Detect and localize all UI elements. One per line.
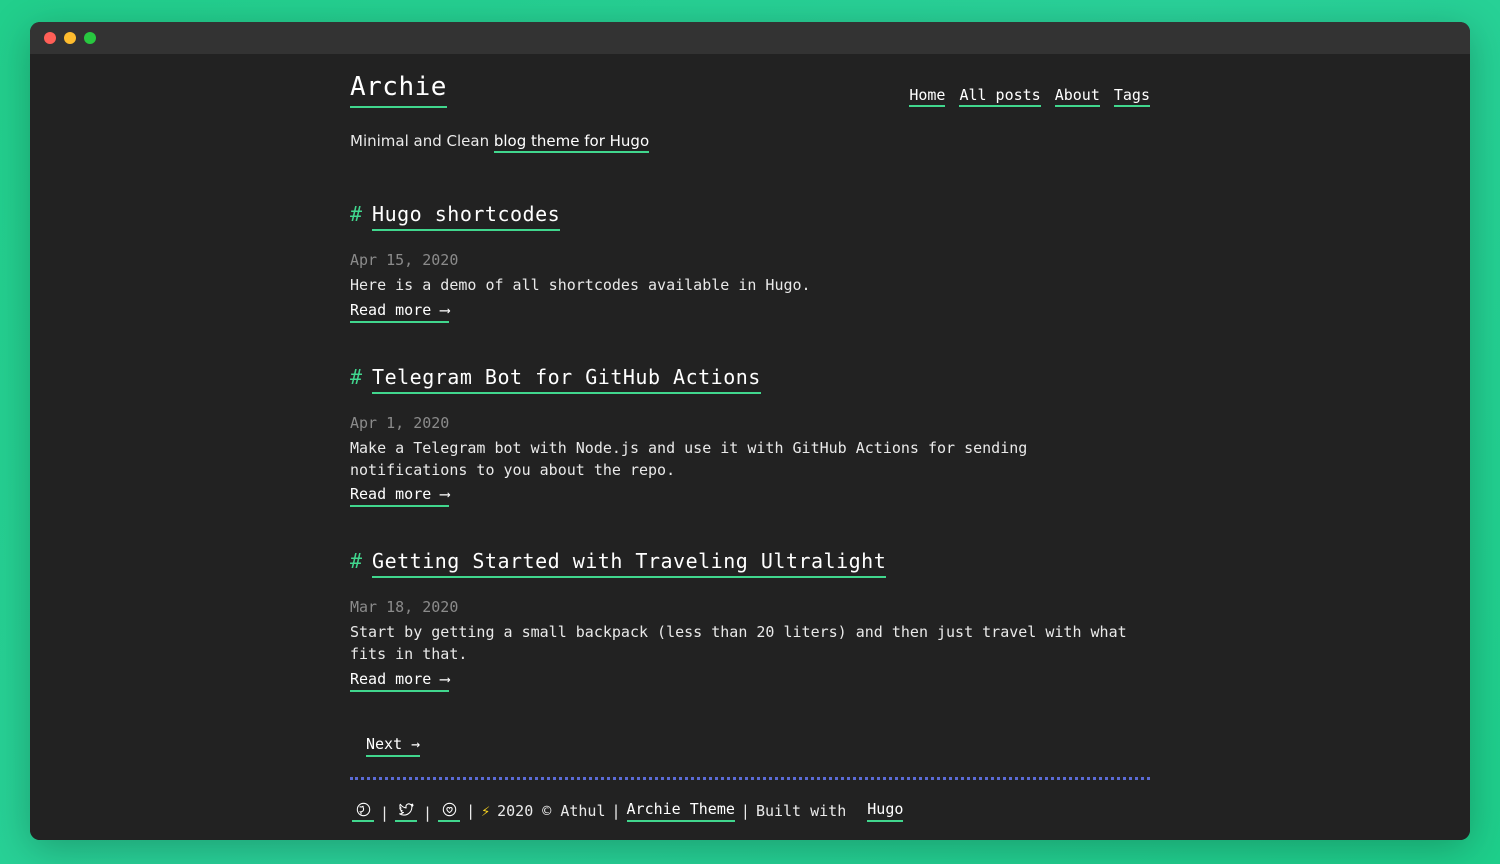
- post-title-row: [350, 549, 1150, 578]
- post-title-link[interactable]: Telegram Bot for GitHub Actions: [372, 365, 761, 394]
- read-more-link[interactable]: Read more ⟶: [350, 670, 449, 692]
- post-item: [350, 549, 1150, 692]
- post-excerpt: Start by getting a small backpack (less than 20 liters) and then just travel with what fits in that.: [350, 623, 1127, 664]
- social-links: [352, 800, 460, 822]
- next-page-link[interactable]: Next →: [366, 735, 420, 757]
- hash-icon: #: [350, 364, 363, 389]
- footer-divider: [350, 777, 1150, 780]
- post-date: Apr 1, 2020: [350, 413, 450, 432]
- post-date: Mar 18, 2020: [350, 598, 459, 617]
- built-with-text: Built with: [755, 801, 847, 820]
- nav-about[interactable]: About: [1055, 86, 1100, 107]
- github-icon[interactable]: [352, 800, 374, 822]
- post-title-row: [350, 365, 1150, 394]
- nav-all-posts[interactable]: All posts: [959, 86, 1040, 107]
- copyright-text: 2020 © Athul: [497, 801, 606, 820]
- post-date: Apr 15, 2020: [350, 251, 459, 270]
- site-tagline: [350, 132, 1150, 150]
- close-window-button[interactable]: [44, 32, 56, 44]
- hash-icon: #: [350, 202, 363, 227]
- post-excerpt: Make a Telegram bot with Node.js and use it with GitHub Actions for sending notifications to you about the repo.: [350, 438, 1028, 479]
- post-item: [350, 202, 1150, 323]
- hash-icon: #: [350, 549, 363, 574]
- read-more-link[interactable]: Read more ⟶: [350, 301, 449, 323]
- site-title[interactable]: Archie: [350, 72, 447, 108]
- footer-separator: |: [380, 803, 390, 822]
- twitter-icon[interactable]: [395, 800, 417, 822]
- post-excerpt: Here is a demo of all shortcodes available in Hugo.: [350, 276, 811, 295]
- site-footer: [350, 800, 1150, 822]
- browser-window: [30, 22, 1470, 840]
- post-title-link[interactable]: Getting Started with Traveling Ultralight: [372, 549, 886, 578]
- site-header: [350, 72, 1150, 108]
- post-title-row: [350, 202, 1150, 231]
- main-nav: [909, 72, 1150, 107]
- content-container: [350, 72, 1150, 822]
- post-item: [350, 365, 1150, 508]
- nav-home[interactable]: Home: [909, 86, 945, 107]
- window-titlebar: [30, 22, 1470, 54]
- footer-separator: |: [740, 801, 750, 820]
- bolt-icon: ⚡: [481, 801, 491, 820]
- footer-separator: |: [611, 801, 621, 820]
- zoom-window-button[interactable]: [84, 32, 96, 44]
- tagline-text: Minimal and Clean: [350, 132, 494, 151]
- pagination: [350, 734, 1150, 753]
- page-body: [30, 54, 1470, 840]
- post-title-link[interactable]: Hugo shortcodes: [372, 202, 560, 231]
- read-more-link[interactable]: Read more ⟶: [350, 485, 449, 507]
- footer-separator: |: [423, 803, 433, 822]
- heart-icon[interactable]: [438, 800, 460, 822]
- hugo-link[interactable]: Hugo: [867, 800, 903, 822]
- theme-link[interactable]: Archie Theme: [627, 800, 735, 822]
- minimize-window-button[interactable]: [64, 32, 76, 44]
- post-list: [350, 202, 1150, 692]
- tagline-link[interactable]: blog theme for Hugo: [494, 132, 649, 153]
- footer-separator: |: [466, 801, 476, 820]
- nav-tags[interactable]: Tags: [1114, 86, 1150, 107]
